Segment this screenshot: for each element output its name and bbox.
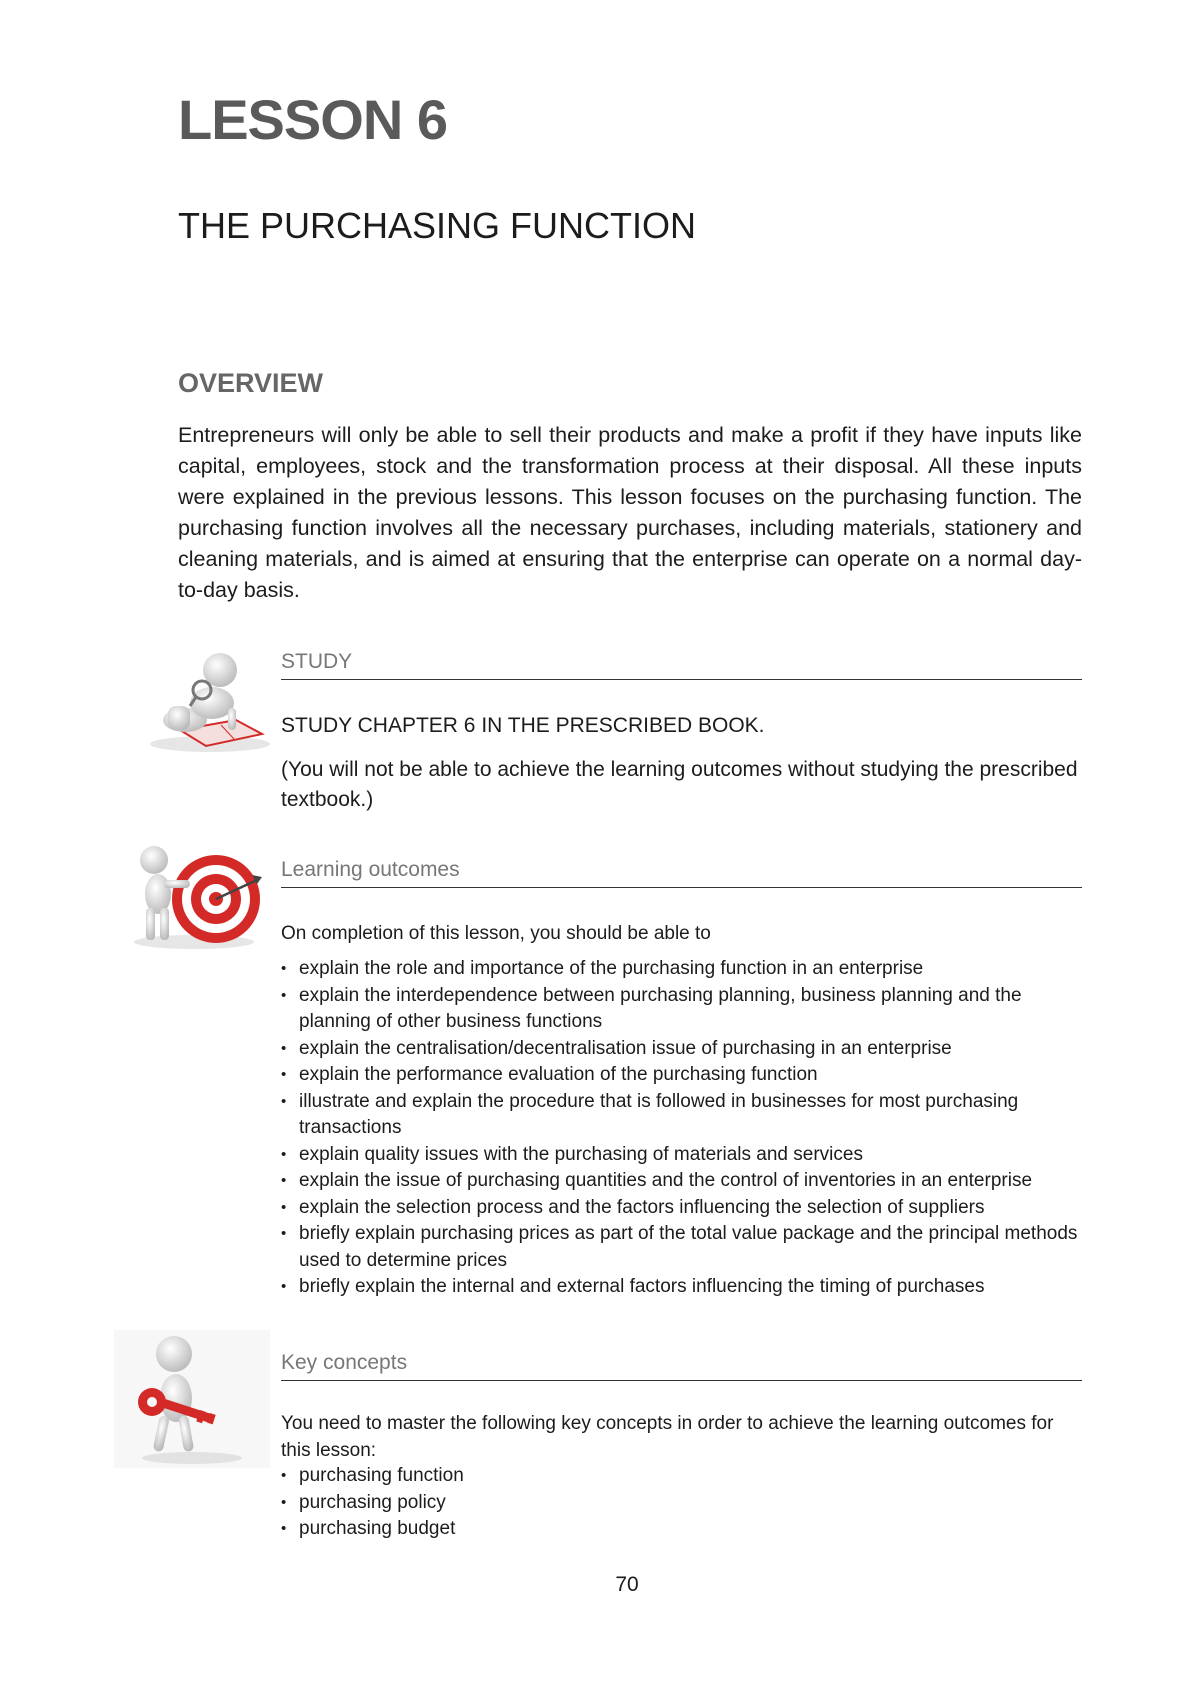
list-item: • explain the performance evaluation of the purchasing function — [281, 1062, 1082, 1089]
list-item: • explain the interdependence between purchasing planning, business planning and the planning of other business functions — [281, 983, 1082, 1036]
list-item: • briefly explain purchasing prices as part of the total value package and the principal methods used to determine prices — [281, 1221, 1082, 1274]
figure-with-target-icon — [124, 842, 264, 952]
list-item: • purchasing policy — [281, 1490, 1082, 1517]
key-concepts-intro: You need to master the following key concepts in order to achieve the learning outcomes for this lesson: — [281, 1413, 1054, 1461]
list-item: • explain the role and importance of the purchasing function in an enterprise — [281, 956, 1082, 983]
lesson-number: LESSON 6 — [178, 88, 447, 151]
list-item: • explain quality issues with the purchasing of materials and services — [281, 1142, 1082, 1169]
list-item: • illustrate and explain the procedure that is followed in businesses for most purchasing transactions — [281, 1089, 1082, 1142]
learning-outcomes-intro: On completion of this lesson, you should be able to — [281, 923, 711, 944]
list-item: • purchasing budget — [281, 1516, 1082, 1543]
figure-carrying-key-icon — [114, 1330, 270, 1468]
figure-reading-book-icon — [140, 648, 270, 758]
list-item: • purchasing function — [281, 1463, 1082, 1490]
list-item: • explain the selection process and the factors influencing the selection of suppliers — [281, 1195, 1082, 1222]
overview-heading: OVERVIEW — [178, 368, 324, 398]
list-item: • explain the issue of purchasing quantities and the control of inventories in an enterprise — [281, 1168, 1082, 1195]
list-item: • briefly explain the internal and external factors influencing the timing of purchases — [281, 1274, 1082, 1301]
study-heading: STUDY — [281, 650, 1082, 680]
key-concepts-heading: Key concepts — [281, 1351, 1082, 1381]
study-note: (You will not be able to achieve the learning outcomes without studying the prescribed textbook.) — [281, 758, 1078, 811]
learning-outcomes-list — [281, 956, 1082, 1301]
study-instruction: STUDY CHAPTER 6 IN THE PRESCRIBED BOOK. — [281, 714, 765, 737]
list-item: • explain the centralisation/decentralisation issue of purchasing in an enterprise — [281, 1036, 1082, 1063]
overview-text: Entrepreneurs will only be able to sell their products and make a profit if they have inputs like capital, employees, stock and the transformation process at their disposal. All these inputs were explained in the previous lessons. This lesson focuses on the purchasing function. The purchasing function involves all the necessary purchases, including materials, stationery and cleaning materials, and is aimed at ensuring that the enterprise can operate on a normal day-to-day basis. — [178, 423, 1082, 602]
key-concepts-list — [281, 1463, 1082, 1543]
learning-outcomes-heading: Learning outcomes — [281, 858, 1082, 888]
lesson-title: THE PURCHASING FUNCTION — [178, 205, 697, 246]
page-number: 70 — [615, 1573, 639, 1596]
